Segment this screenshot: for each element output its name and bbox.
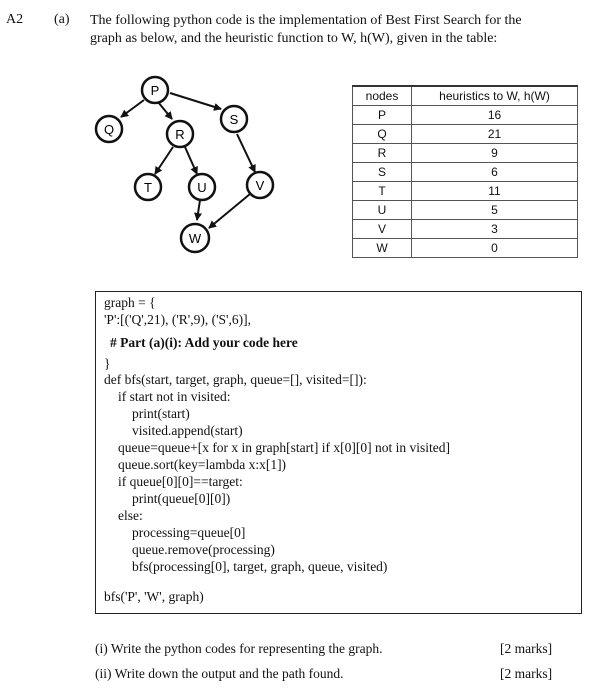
svg-text:U: U bbox=[197, 180, 207, 195]
cell-node: U bbox=[353, 201, 412, 220]
question-intro bbox=[90, 12, 580, 48]
cell-heuristic: 3 bbox=[412, 220, 578, 239]
cell-node: V bbox=[353, 220, 412, 239]
svg-text:S: S bbox=[229, 112, 239, 127]
header-heuristics: heuristics to W, h(W) bbox=[412, 86, 578, 106]
cell-heuristic: 11 bbox=[412, 182, 578, 201]
graph-node-t bbox=[135, 174, 161, 200]
cell-node: W bbox=[353, 239, 412, 258]
table-row bbox=[353, 144, 578, 163]
code-line: print(queue[0][0]) bbox=[132, 491, 231, 506]
cell-node: T bbox=[353, 182, 412, 201]
code-line: visited.append(start) bbox=[132, 423, 243, 438]
table-row bbox=[353, 163, 578, 182]
cell-heuristic: 0 bbox=[412, 239, 578, 258]
edge-p-s bbox=[170, 93, 221, 109]
cell-heuristic: 6 bbox=[412, 163, 578, 182]
svg-text:V: V bbox=[255, 178, 265, 193]
sub-question-i: (i) Write the python codes for representing the graph. bbox=[95, 641, 383, 656]
code-line: queue=queue+[x for x in graph[start] if x[0][0] not in visited] bbox=[118, 440, 451, 455]
sub-question-ii: (ii) Write down the output and the path found. bbox=[95, 666, 344, 681]
search-graph-diagram bbox=[85, 70, 300, 260]
cell-node: R bbox=[353, 144, 412, 163]
code-line: processing=queue[0] bbox=[132, 525, 246, 540]
table-row bbox=[353, 182, 578, 201]
table-row bbox=[353, 201, 578, 220]
graph-node-u bbox=[189, 174, 215, 200]
code-line: if queue[0][0]==target: bbox=[118, 474, 243, 489]
edge-s-v bbox=[237, 134, 255, 172]
marks-label: [2 marks] bbox=[500, 666, 553, 681]
svg-text:T: T bbox=[144, 180, 152, 195]
cell-heuristic: 21 bbox=[412, 125, 578, 144]
cell-heuristic: 9 bbox=[412, 144, 578, 163]
edge-r-u bbox=[185, 147, 197, 174]
table-row bbox=[353, 125, 578, 144]
graph-node-q bbox=[96, 116, 122, 142]
intro-line: The following python code is the implementation of Best First Search for the bbox=[90, 13, 522, 28]
question-part: (a) bbox=[54, 12, 70, 27]
marks-label: [2 marks] bbox=[500, 641, 553, 656]
cell-heuristic: 16 bbox=[412, 106, 578, 125]
cell-node: S bbox=[353, 163, 412, 182]
code-box bbox=[95, 291, 582, 614]
cell-node: P bbox=[353, 106, 412, 125]
table-row bbox=[353, 239, 578, 258]
code-line: bfs('P', 'W', graph) bbox=[104, 589, 204, 604]
cell-heuristic: 5 bbox=[412, 201, 578, 220]
code-line: else: bbox=[118, 508, 143, 523]
code-line: bfs(processing[0], target, graph, queue, visited) bbox=[132, 559, 388, 574]
table-row bbox=[353, 106, 578, 125]
edge-p-r bbox=[158, 102, 172, 119]
edge-v-w bbox=[209, 194, 250, 228]
graph-node-w bbox=[181, 224, 209, 252]
table-header-row bbox=[353, 86, 578, 106]
edge-r-t bbox=[155, 147, 173, 174]
graph-node-r bbox=[167, 121, 193, 147]
table-row bbox=[353, 220, 578, 239]
heuristic-table bbox=[352, 85, 578, 258]
code-line: print(start) bbox=[132, 406, 190, 421]
code-line: graph = { bbox=[104, 295, 156, 310]
header-nodes: nodes bbox=[353, 86, 412, 106]
code-line: queue.sort(key=lambda x:x[1]) bbox=[118, 457, 287, 472]
graph-node-s bbox=[221, 106, 247, 132]
code-line: } bbox=[104, 356, 111, 371]
svg-text:P: P bbox=[150, 83, 160, 98]
code-line: def bfs(start, target, graph, queue=[], visited=[]): bbox=[104, 372, 367, 387]
svg-text:Q: Q bbox=[103, 122, 115, 137]
cell-node: Q bbox=[353, 125, 412, 144]
svg-text:W: W bbox=[188, 231, 202, 246]
question-number: A2 bbox=[6, 12, 24, 27]
code-comment: # Part (a)(i): Add your code here bbox=[110, 335, 298, 350]
edge-u-w bbox=[197, 200, 200, 220]
code-line: queue.remove(processing) bbox=[132, 542, 275, 557]
intro-line: graph as below, and the heuristic function to W, h(W), given in the table: bbox=[90, 31, 498, 46]
code-line: 'P':[('Q',21), ('R',9), ('S',6)], bbox=[104, 312, 251, 327]
graph-node-p bbox=[142, 77, 168, 103]
svg-text:R: R bbox=[175, 127, 185, 142]
edge-p-q bbox=[121, 100, 144, 117]
graph-node-v bbox=[247, 172, 273, 198]
code-line: if start not in visited: bbox=[118, 389, 231, 404]
